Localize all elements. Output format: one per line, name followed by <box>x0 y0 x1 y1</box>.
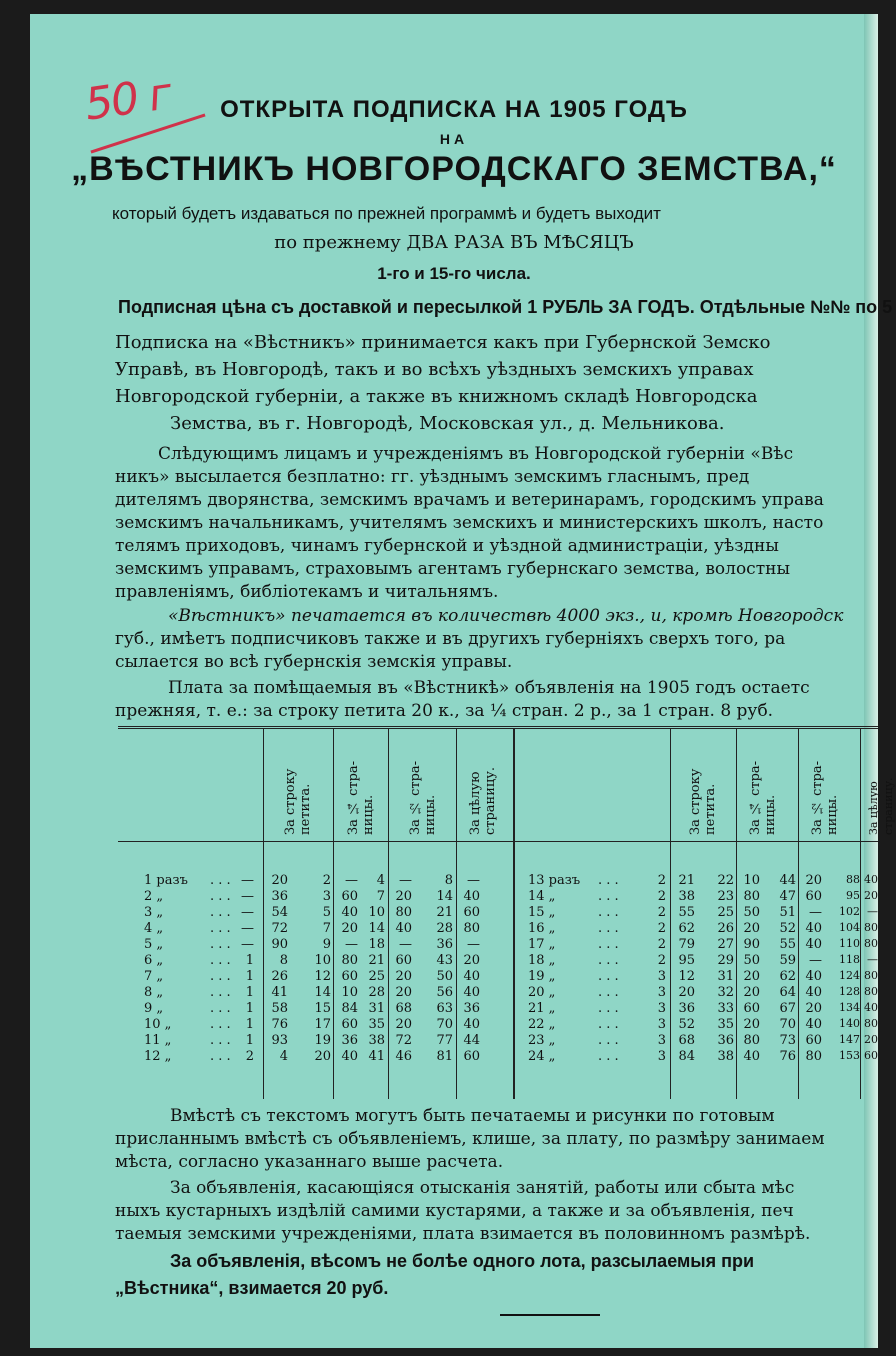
table-cell: 153 <box>839 1049 860 1062</box>
table-cell: 43 <box>436 953 453 968</box>
row-label: 11 „ <box>144 1033 172 1048</box>
table-cell: 46 <box>395 1049 412 1064</box>
table-cell: 1 <box>245 1033 254 1048</box>
table-cell: 20 <box>314 1049 331 1064</box>
table-cell: 21 <box>368 953 385 968</box>
table-cell: 4 <box>376 873 385 888</box>
para5-line: присланнымъ вмѣстѣ съ объявленіемъ, клише, за плату, по размѣру занимаем <box>115 1129 825 1149</box>
table-cell: 2 <box>657 873 666 888</box>
table-cell: 32 <box>717 985 734 1000</box>
para7-line: „Вѣстника“, взимается 20 руб. <box>115 1278 389 1298</box>
row-label: 6 „ <box>144 953 164 968</box>
table-cell: 10 <box>341 985 358 1000</box>
table-cell: 62 <box>678 921 695 936</box>
row-label: 19 „ <box>528 969 556 984</box>
table-cell: 1 <box>245 985 254 1000</box>
table-row <box>118 953 878 969</box>
table-cell: 54 <box>271 905 288 920</box>
handwritten-mark: 50 г <box>81 68 174 131</box>
table-cell: 1 <box>245 969 254 984</box>
table-cell: 80 <box>395 905 412 920</box>
row-label: 16 „ <box>528 921 556 936</box>
table-cell: 60 <box>463 905 480 920</box>
leader-dots: . . . <box>598 937 619 952</box>
table-cell: 84 <box>341 1001 358 1016</box>
table-cell: 28 <box>368 985 385 1000</box>
table-cell: 60 <box>463 1049 480 1064</box>
row-label: 5 „ <box>144 937 164 952</box>
table-cell: 20 <box>678 985 695 1000</box>
table-cell: — <box>467 873 480 888</box>
table-cell: 40 <box>463 889 480 904</box>
table-cell: 38 <box>368 1033 385 1048</box>
table-cell: 63 <box>436 1001 453 1016</box>
table-cell: 20 <box>805 1001 822 1016</box>
table-cell: 50 <box>743 905 760 920</box>
table-cell: 95 <box>678 953 695 968</box>
table-cell: — <box>809 953 822 968</box>
table-cell: 17 <box>314 1017 331 1032</box>
table-cell: 3 <box>657 1049 666 1064</box>
table-cell: 118 <box>839 953 860 966</box>
para1-line: Земства, въ г. Новгородѣ, Московская ул., д. Мельникова. <box>170 413 725 434</box>
table-row <box>118 889 878 905</box>
table-cell: 40 <box>805 969 822 984</box>
para4-line: прежняя, т. е.: за строку петита 20 к., за ¼ стран. 2 р., за 1 стран. 8 руб. <box>115 701 774 721</box>
leader-dots: . . . <box>598 1049 619 1064</box>
table-header <box>118 729 895 842</box>
table-row <box>118 1017 878 1033</box>
col-header: За цѣлую страницу. <box>468 766 498 835</box>
table-cell: 2 <box>245 1049 254 1064</box>
intro-line3: 1-го и 15-го числа. <box>377 264 531 283</box>
table-cell: 40 <box>463 1017 480 1032</box>
table-cell: 18 <box>368 937 385 952</box>
table-cell: 80 <box>743 1033 760 1048</box>
table-cell: 88 <box>846 873 860 886</box>
table-cell: 21 <box>678 873 695 888</box>
table-row <box>118 937 878 953</box>
leader-dots: . . . <box>210 953 231 968</box>
table-cell: 64 <box>779 985 796 1000</box>
intro-line1: который будетъ издаваться по прежней программѣ и будетъ выходит <box>112 204 661 223</box>
table-cell: 70 <box>436 1017 453 1032</box>
table-cell: 2 <box>657 905 666 920</box>
table-cell: 40 <box>805 937 822 952</box>
table-cell: 80 <box>864 921 878 934</box>
document-page <box>30 14 895 1348</box>
leader-dots: . . . <box>210 985 231 1000</box>
leader-dots: . . . <box>598 921 619 936</box>
table-cell: 21 <box>436 905 453 920</box>
table-cell: 102 <box>839 905 860 918</box>
table-cell: 40 <box>341 905 358 920</box>
leader-dots: . . . <box>210 937 231 952</box>
table-cell: 41 <box>271 985 288 1000</box>
table-cell: 20 <box>395 985 412 1000</box>
table-cell: 40 <box>463 985 480 1000</box>
table-cell: 36 <box>271 889 288 904</box>
table-cell: 40 <box>805 985 822 1000</box>
table-cell: 1 <box>245 1017 254 1032</box>
table-cell: 47 <box>779 889 796 904</box>
table-cell: 7 <box>322 921 331 936</box>
table-cell: 3 <box>657 1017 666 1032</box>
row-label: 3 „ <box>144 905 164 920</box>
para2-line: Слѣдующимъ лицамъ и учрежденіямъ въ Новгородской губерніи «Вѣс <box>158 444 794 464</box>
table-cell: 2 <box>657 937 666 952</box>
para1-line: Управѣ, въ Новгородѣ, такъ и во всѣхъ уѣздныхъ земскихъ управах <box>115 359 754 380</box>
leader-dots: . . . <box>598 873 619 888</box>
table-cell: 60 <box>341 889 358 904</box>
table-cell: 40 <box>743 1049 760 1064</box>
row-label: 17 „ <box>528 937 556 952</box>
table-cell: 8 <box>444 873 453 888</box>
para4-line: Плата за помѣщаемыя въ «Вѣстникѣ» объявленія на 1905 годъ остаетс <box>168 678 810 698</box>
para7-line: За объявленія, вѣсомъ не болѣе одного лота, разсылаемыя при <box>170 1251 755 1271</box>
table-cell: 10 <box>314 953 331 968</box>
table-cell: 52 <box>779 921 796 936</box>
table-cell: 40 <box>341 1049 358 1064</box>
table-cell: 90 <box>271 937 288 952</box>
table-cell: 5 <box>322 905 331 920</box>
col-header: За ¼ стра-ницы. <box>748 760 778 835</box>
row-label: 4 „ <box>144 921 164 936</box>
table-cell: 14 <box>368 921 385 936</box>
row-label: 15 „ <box>528 905 556 920</box>
leader-dots: . . . <box>210 889 231 904</box>
table-cell: 62 <box>779 969 796 984</box>
table-cell: 80 <box>864 969 878 982</box>
table-cell: 40 <box>395 921 412 936</box>
page-edge <box>864 14 878 1348</box>
para3-line: губ., имѣетъ подписчиковъ также и въ другихъ губерніяхъ сверхъ того, ра <box>115 629 786 649</box>
table-cell: — <box>241 921 254 936</box>
para2-line: земскимъ начальникамъ, учителямъ земскихъ и министерскихъ школъ, насто <box>115 513 824 533</box>
table-cell: 73 <box>779 1033 796 1048</box>
col-header: За строку петита. <box>283 768 313 835</box>
table-cell: 1 <box>245 1001 254 1016</box>
table-cell: 23 <box>717 889 734 904</box>
table-cell: 128 <box>839 985 860 998</box>
table-cell: 81 <box>436 1049 453 1064</box>
table-cell: 93 <box>271 1033 288 1048</box>
table-cell: 14 <box>314 985 331 1000</box>
table-cell: 35 <box>368 1017 385 1032</box>
table-cell: — <box>399 937 412 952</box>
table-cell: — <box>241 889 254 904</box>
para1-line: Новгородской губерніи, а также въ книжномъ складѣ Новгородска <box>115 386 758 407</box>
table-cell: 38 <box>678 889 695 904</box>
para2-line: телямъ приходовъ, чинамъ губернской и уѣздной администраціи, уѣздны <box>115 536 779 556</box>
row-label: 24 „ <box>528 1049 556 1064</box>
leader-dots: . . . <box>210 1017 231 1032</box>
para2-line: никъ» высылается безплатно: гг. уѣзднымъ земскимъ гласнымъ, пред <box>115 467 750 487</box>
table-cell: 20 <box>743 921 760 936</box>
table-cell: — <box>345 937 358 952</box>
leader-dots: . . . <box>598 1001 619 1016</box>
table-cell: 3 <box>657 1001 666 1016</box>
table-cell: 2 <box>657 953 666 968</box>
para6-line: За объявленія, касающіяся отысканія занятій, работы или сбыта мѣс <box>170 1178 795 1198</box>
table-cell: 20 <box>395 969 412 984</box>
para6-line: таемыя земскими учрежденіями, плата взимается въ половинномъ размѣрѣ. <box>115 1224 811 1244</box>
table-cell: 79 <box>678 937 695 952</box>
table-cell: — <box>399 873 412 888</box>
table-cell: 80 <box>743 889 760 904</box>
table-cell: — <box>867 953 878 966</box>
row-label: 7 „ <box>144 969 164 984</box>
row-label: 8 „ <box>144 985 164 1000</box>
para2-line: правленіямъ, библіотекамъ и читальнямъ. <box>115 582 499 602</box>
table-cell: 124 <box>839 969 860 982</box>
table-row <box>118 1001 878 1017</box>
table-cell: 20 <box>805 873 822 888</box>
table-cell: 9 <box>322 937 331 952</box>
table-cell: 10 <box>368 905 385 920</box>
rates-table <box>118 726 895 1099</box>
table-cell: 36 <box>678 1001 695 1016</box>
row-label: 9 „ <box>144 1001 164 1016</box>
leader-dots: . . . <box>598 905 619 920</box>
closing-rule <box>500 1314 600 1316</box>
table-cell: 25 <box>717 905 734 920</box>
table-cell: 68 <box>395 1001 412 1016</box>
table-cell: 134 <box>839 1001 860 1014</box>
table-cell: 76 <box>779 1049 796 1064</box>
table-cell: — <box>467 937 480 952</box>
table-cell: 80 <box>864 985 878 998</box>
table-cell: 60 <box>341 1017 358 1032</box>
table-cell: 60 <box>743 1001 760 1016</box>
table-cell: 60 <box>805 1033 822 1048</box>
table-cell: — <box>867 905 878 918</box>
table-cell: 95 <box>846 889 860 902</box>
leader-dots: . . . <box>210 905 231 920</box>
table-cell: 40 <box>463 969 480 984</box>
table-cell: 110 <box>839 937 860 950</box>
table-cell: 20 <box>271 873 288 888</box>
table-row <box>118 985 878 1001</box>
table-cell: 36 <box>436 937 453 952</box>
table-cell: 67 <box>779 1001 796 1016</box>
table-cell: 3 <box>657 969 666 984</box>
table-cell: 33 <box>717 1001 734 1016</box>
para6-line: ныхъ кустарныхъ издѣлій самими кустарями, а также и за объявленія, печ <box>115 1201 794 1221</box>
para2-line: дителямъ дворянства, земскимъ врачамъ и ветеринарамъ, городскимъ управа <box>115 490 824 510</box>
table-cell: 60 <box>805 889 822 904</box>
leader-dots: . . . <box>598 969 619 984</box>
table-cell: 3 <box>657 985 666 1000</box>
table-cell: 25 <box>368 969 385 984</box>
col-header: За ½ стра-ницы. <box>810 760 840 835</box>
table-cell: 14 <box>436 889 453 904</box>
row-label: 23 „ <box>528 1033 556 1048</box>
table-cell: 2 <box>657 921 666 936</box>
row-label: 10 „ <box>144 1017 172 1032</box>
leader-dots: . . . <box>210 1033 231 1048</box>
table-cell: 40 <box>864 873 878 886</box>
table-cell: 36 <box>341 1033 358 1048</box>
table-cell: 50 <box>743 953 760 968</box>
table-cell: 60 <box>395 953 412 968</box>
table-cell: 28 <box>436 921 453 936</box>
table-cell: 84 <box>678 1049 695 1064</box>
table-cell: 60 <box>864 1049 878 1062</box>
header-line2: НА <box>439 131 469 147</box>
table-cell: 44 <box>463 1033 480 1048</box>
table-cell: 10 <box>743 873 760 888</box>
table-cell: 51 <box>779 905 796 920</box>
table-cell: 3 <box>322 889 331 904</box>
table-cell: 40 <box>805 1017 822 1032</box>
table-cell: 44 <box>779 873 796 888</box>
leader-dots: . . . <box>598 1033 619 1048</box>
table-row <box>118 969 878 985</box>
table-cell: 80 <box>805 1049 822 1064</box>
table-cell: 56 <box>436 985 453 1000</box>
table-cell: 147 <box>839 1033 860 1046</box>
table-cell: 77 <box>436 1033 453 1048</box>
table-row <box>118 873 878 889</box>
table-row <box>118 905 878 921</box>
table-cell: 40 <box>805 921 822 936</box>
table-cell: 31 <box>717 969 734 984</box>
table-cell: 36 <box>463 1001 480 1016</box>
table-cell: 8 <box>279 953 288 968</box>
table-cell: 90 <box>743 937 760 952</box>
para5-line: мѣста, согласно указаннаго выше расчета. <box>115 1152 504 1172</box>
table-cell: 55 <box>779 937 796 952</box>
table-cell: 20 <box>864 1033 878 1046</box>
table-cell: 22 <box>717 873 734 888</box>
header-line1: ОТКРЫТА ПОДПИСКА НА 1905 ГОДЪ <box>220 96 688 123</box>
table-cell: 20 <box>864 889 878 902</box>
table-cell: 12 <box>678 969 695 984</box>
para1-line: Подписка на «Вѣстникъ» принимается какъ при Губернской Земско <box>115 332 771 353</box>
table-cell: 27 <box>717 937 734 952</box>
table-cell: 60 <box>341 969 358 984</box>
table-cell: 3 <box>657 1033 666 1048</box>
row-label: 21 „ <box>528 1001 556 1016</box>
table-cell: — <box>241 873 254 888</box>
table-cell: 140 <box>839 1017 860 1030</box>
table-cell: 4 <box>279 1049 288 1064</box>
row-label: 13 разъ <box>528 873 581 888</box>
table-cell: 76 <box>271 1017 288 1032</box>
table-cell: 35 <box>717 1017 734 1032</box>
table-cell: 38 <box>717 1049 734 1064</box>
table-cell: 80 <box>864 937 878 950</box>
leader-dots: . . . <box>210 1049 231 1064</box>
table-cell: 80 <box>864 1017 878 1030</box>
leader-dots: . . . <box>598 953 619 968</box>
table-cell: 1 <box>245 953 254 968</box>
table-cell: 20 <box>743 985 760 1000</box>
table-cell: 12 <box>314 969 331 984</box>
table-cell: 41 <box>368 1049 385 1064</box>
table-cell: 7 <box>376 889 385 904</box>
leader-dots: . . . <box>210 1001 231 1016</box>
para2-line: земскимъ управамъ, страховымъ агентамъ губернскаго земства, волостны <box>115 559 790 579</box>
col-header: За цѣлую страницу. <box>867 777 895 835</box>
col-header: За ½ стра-ницы. <box>408 760 438 835</box>
intro-line2: по прежнему ДВА РАЗА ВЪ МѢСЯЦЪ <box>274 232 634 253</box>
table-cell: 36 <box>717 1033 734 1048</box>
row-label: 12 „ <box>144 1049 172 1064</box>
col-header: За ¼ стра-ницы. <box>346 760 376 835</box>
table-cell: 55 <box>678 905 695 920</box>
table-cell: 104 <box>839 921 860 934</box>
table-cell: 40 <box>864 1001 878 1014</box>
table-cell: 72 <box>395 1033 412 1048</box>
table-cell: 52 <box>678 1017 695 1032</box>
table-cell: 68 <box>678 1033 695 1048</box>
table-row <box>118 1033 878 1049</box>
table-cell: 20 <box>395 889 412 904</box>
table-cell: 20 <box>395 1017 412 1032</box>
leader-dots: . . . <box>598 889 619 904</box>
table-row <box>118 1049 878 1065</box>
row-label: 1 разъ <box>144 873 188 888</box>
para5-line: Вмѣстѣ съ текстомъ могутъ быть печатаемы и рисунки по готовым <box>170 1106 775 1126</box>
table-cell: 20 <box>743 969 760 984</box>
table-cell: 80 <box>341 953 358 968</box>
row-label: 14 „ <box>528 889 556 904</box>
table-cell: 70 <box>779 1017 796 1032</box>
table-cell: — <box>809 905 822 920</box>
row-label: 20 „ <box>528 985 556 1000</box>
row-label: 18 „ <box>528 953 556 968</box>
table-cell: 50 <box>436 969 453 984</box>
table-cell: 26 <box>271 969 288 984</box>
leader-dots: . . . <box>210 969 231 984</box>
table-cell: 72 <box>271 921 288 936</box>
table-cell: 80 <box>463 921 480 936</box>
publication-title: „ВѢСТНИКЪ НОВГОРОДСКАГО ЗЕМСТВА,“ <box>71 150 837 188</box>
table-cell: 26 <box>717 921 734 936</box>
para3-line: сылается во всѣ губернскія земскія управы. <box>115 652 513 672</box>
row-label: 22 „ <box>528 1017 556 1032</box>
table-cell: 58 <box>271 1001 288 1016</box>
table-row <box>118 921 878 937</box>
table-cell: 31 <box>368 1001 385 1016</box>
table-cell: 20 <box>463 953 480 968</box>
table-cell: — <box>241 937 254 952</box>
table-cell: 29 <box>717 953 734 968</box>
price-line: Подписная цѣна съ доставкой и пересылкой 1 РУБЛЬ ЗА ГОДЪ. Отдѣльные №№ по 5 <box>118 297 893 317</box>
col-header: За строку петита. <box>688 768 718 835</box>
table-cell: 20 <box>743 1017 760 1032</box>
para3-line: «Вѣстникъ» печатается въ количествѣ 4000 экз., и, кромѣ Новгородск <box>168 606 844 626</box>
table-cell: — <box>241 905 254 920</box>
leader-dots: . . . <box>598 985 619 1000</box>
leader-dots: . . . <box>598 1017 619 1032</box>
table-cell: 20 <box>341 921 358 936</box>
table-cell: 2 <box>322 873 331 888</box>
table-cell: 2 <box>657 889 666 904</box>
table-cell: 15 <box>314 1001 331 1016</box>
table-cell: 59 <box>779 953 796 968</box>
leader-dots: . . . <box>210 921 231 936</box>
table-cell: 19 <box>314 1033 331 1048</box>
leader-dots: . . . <box>210 873 231 888</box>
table-cell: — <box>345 873 358 888</box>
row-label: 2 „ <box>144 889 164 904</box>
